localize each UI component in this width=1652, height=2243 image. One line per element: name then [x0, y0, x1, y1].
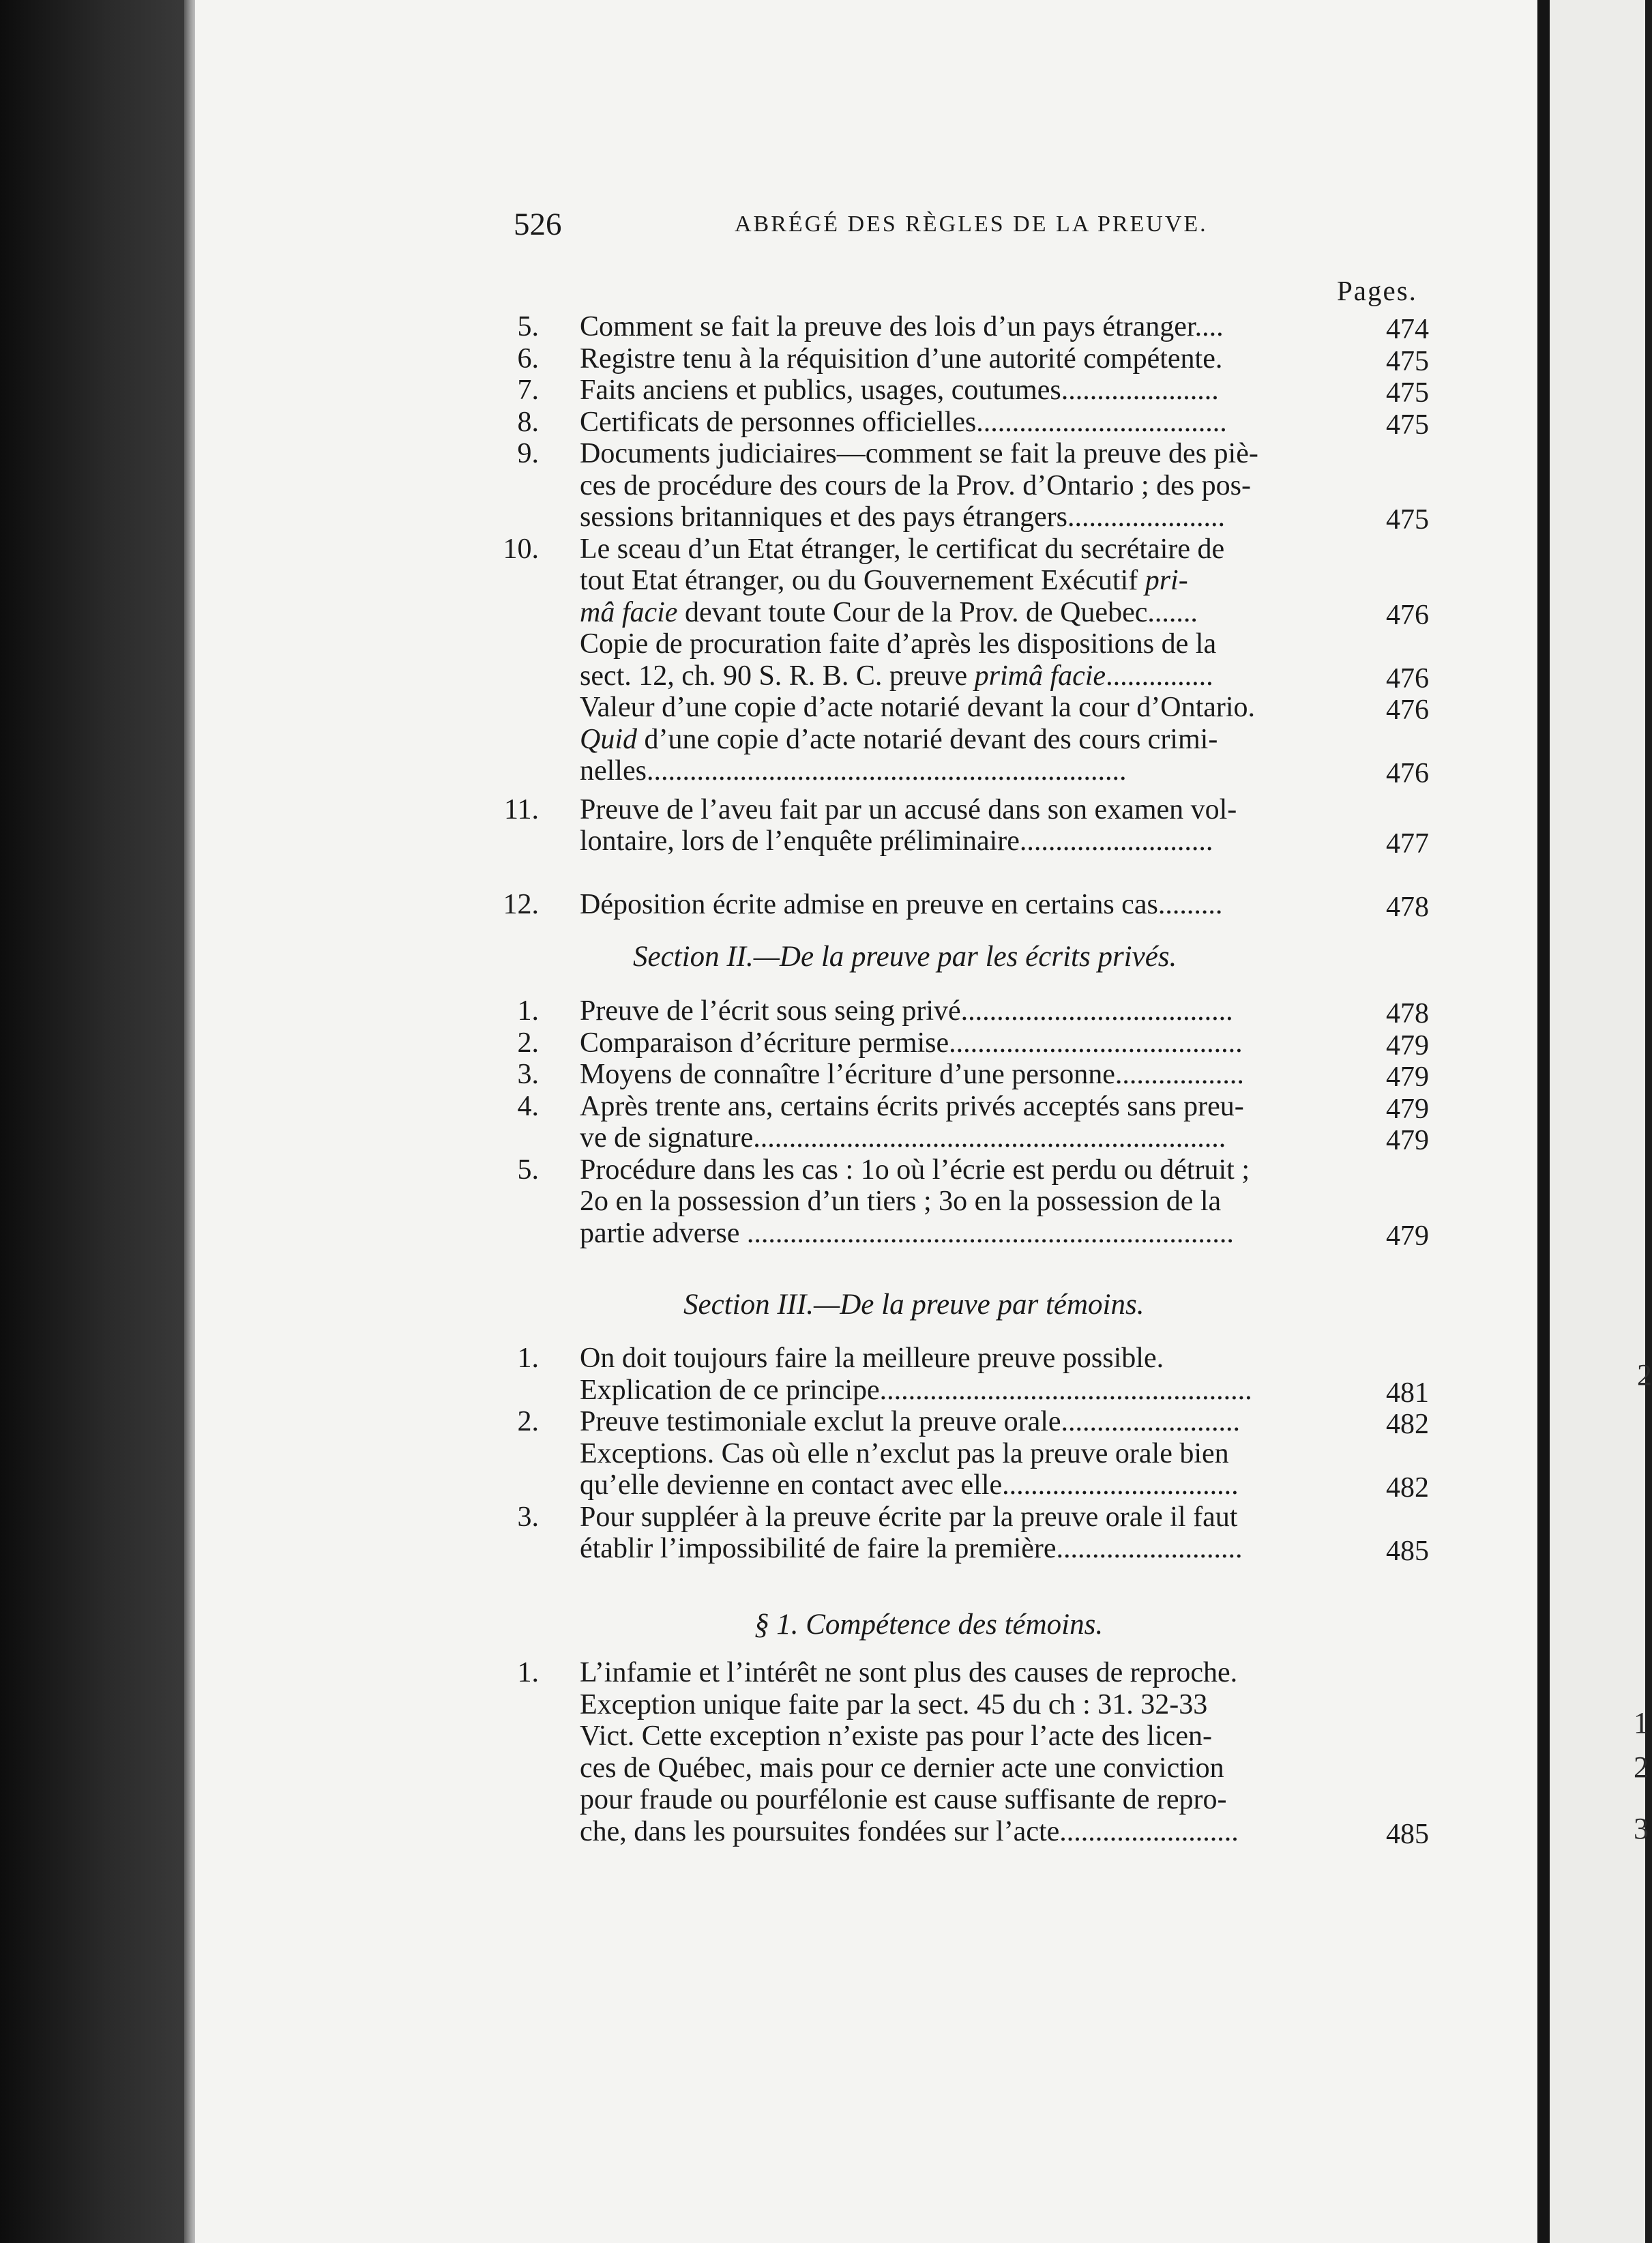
entry-page-number: 481 [1386, 1377, 1429, 1409]
entry-text-line: Procédure dans les cas : 1o où l’écrie est perdu ou détruit ; [580, 1154, 1250, 1186]
entry-text-line: tout Etat étranger, ou du Gouvernement Exécutif pri- [580, 565, 1188, 596]
entry-text-line: Comparaison d’écriture permise......................................... [580, 1027, 1243, 1059]
running-title: ABRÉGÉ DES RÈGLES DE LA PREUVE. [735, 211, 1208, 237]
entry-text-line: Preuve testimoniale exclut la preuve orale......................... [580, 1406, 1241, 1437]
entry-number: 8. [517, 406, 539, 438]
entry-page-number: 475 [1386, 409, 1429, 441]
page-number: 526 [514, 207, 562, 242]
entry-text-line: Certificats de personnes officielles................................... [580, 406, 1227, 438]
running-head [514, 206, 1523, 247]
book-spine-shadow [0, 0, 194, 2243]
entry-number: 7. [517, 375, 539, 406]
pages-column-label: Pages. [1337, 275, 1417, 306]
entry-text-line: Documents judiciaires—comment se fait la preuve des piè- [580, 438, 1258, 469]
entry-text-line: Le sceau d’un Etat étranger, le certificat du secrétaire de [580, 533, 1225, 565]
entry-text-line: mâ facie devant toute Cour de la Prov. de Quebec....... [580, 596, 1198, 628]
entry-text-line: ve de signature.................................................................. [580, 1122, 1226, 1154]
section-heading: Section II.—De la preuve par les écrits privés. [633, 941, 1177, 973]
entry-text-line: sessions britanniques et des pays étrangers...................... [580, 501, 1226, 533]
entry-number: 10. [503, 533, 539, 565]
next-page-edge [1550, 0, 1645, 2243]
entry-page-number: 475 [1386, 504, 1429, 536]
entry-number: 3. [517, 1059, 539, 1090]
entry-text-line: On doit toujours faire la meilleure preuve possible. [580, 1343, 1164, 1374]
entry-number: 1. [517, 1343, 539, 1374]
entry-text-line: Pour suppléer à la preuve écrite par la preuve orale il faut [580, 1501, 1238, 1533]
entry-page-number: 478 [1386, 998, 1429, 1029]
entry-text-line: Preuve de l’écrit sous seing privé...................................... [580, 995, 1233, 1027]
entry-text-line: qu’elle devienne en contact avec elle................................. [580, 1469, 1239, 1501]
entry-page-number: 485 [1386, 1818, 1429, 1850]
entry-page-number: 482 [1386, 1409, 1429, 1440]
entry-text-line: ces de Québec, mais pour ce dernier acte une conviction [580, 1752, 1224, 1784]
entry-number: 3. [517, 1501, 539, 1533]
entry-page-number: 479 [1386, 1093, 1429, 1125]
entry-text-line: Déposition écrite admise en preuve en certains cas......... [580, 889, 1223, 920]
entry-page-number: 482 [1386, 1472, 1429, 1504]
entry-page-number: 476 [1386, 694, 1429, 726]
next-page-glyph: 2 [1634, 1750, 1649, 1784]
entry-text-line: 2o en la possession d’un tiers ; 3o en la possession de la [580, 1186, 1222, 1217]
entry-number: 11. [504, 793, 539, 825]
entry-text-line: Valeur d’une copie d’acte notarié devant la cour d’Ontario. [580, 692, 1256, 723]
entry-page-number: 476 [1386, 662, 1429, 694]
entry-page-number: 475 [1386, 345, 1429, 377]
entry-text-line: Comment se fait la preuve des lois d’un pays étranger.... [580, 311, 1224, 342]
entry-text-line: ces de procédure des cours de la Prov. d’Ontario ; des pos- [580, 469, 1251, 501]
entry-text-line: sect. 12, ch. 90 S. R. B. C. preuve primâ facie............... [580, 660, 1213, 692]
entry-page-number: 485 [1386, 1536, 1429, 1567]
entry-text-line: pour fraude ou pourfélonie est cause suffisante de repro- [580, 1784, 1227, 1815]
entry-number: 1. [517, 995, 539, 1027]
entry-text-line: Après trente ans, certains écrits privés acceptés sans preu- [580, 1090, 1244, 1122]
next-page-glyph: 3 [1634, 1812, 1649, 1845]
entry-text-line: Moyens de connaître l’écriture d’une personne.................. [580, 1059, 1244, 1090]
entry-text-line: L’infamie et l’intérêt ne sont plus des causes de reproche. [580, 1657, 1238, 1688]
entry-page-number: 475 [1386, 377, 1429, 409]
entry-number: 4. [517, 1090, 539, 1122]
entry-text-line: Vict. Cette exception n’existe pas pour l’acte des licen- [580, 1720, 1212, 1752]
entry-number: 2. [517, 1027, 539, 1059]
entry-page-number: 476 [1386, 599, 1429, 631]
entry-page-number: 479 [1386, 1125, 1429, 1156]
next-page-glyph: 2 [1637, 1358, 1652, 1392]
entry-number: 2. [517, 1406, 539, 1437]
entry-number: 5. [517, 1154, 539, 1186]
entry-number: 9. [517, 438, 539, 469]
section-heading: Section III.—De la preuve par témoins. [683, 1289, 1145, 1321]
entry-text-line: che, dans les poursuites fondées sur l’acte......................... [580, 1815, 1239, 1847]
entry-page-number: 477 [1386, 828, 1429, 860]
entry-page-number: 476 [1386, 758, 1429, 789]
entry-number: 6. [517, 342, 539, 375]
entry-number: 5. [517, 311, 539, 342]
entry-text-line: Quid d’une copie d’acte notarié devant des cours crimi- [580, 723, 1218, 755]
entry-page-number: 479 [1386, 1061, 1429, 1093]
entry-text-line: Explication de ce principe.................................................... [580, 1374, 1252, 1406]
entry-text-line: Registre tenu à la réquisition d’une autorité compétente. [580, 342, 1223, 375]
entry-text-line: Preuve de l’aveu fait par un accusé dans son examen vol- [580, 793, 1237, 825]
gutter [1537, 0, 1550, 2243]
entry-text-line: Exception unique faite par la sect. 45 du ch : 31. 32-33 [580, 1688, 1208, 1720]
entry-text-line: Exceptions. Cas où elle n’exclut pas la preuve orale bien [580, 1437, 1229, 1469]
entry-text-line: lontaire, lors de l’enquête préliminaire........................... [580, 825, 1213, 857]
entry-page-number: 479 [1386, 1220, 1429, 1252]
entry-text-line: Faits anciens et publics, usages, coutumes...................... [580, 375, 1219, 406]
next-page-glyph: 1 [1634, 1706, 1649, 1740]
entry-text-line: nelles................................................................... [580, 755, 1127, 787]
entry-page-number: 474 [1386, 314, 1429, 345]
entry-text-line: Copie de procuration faite d’après les dispositions de la [580, 628, 1217, 660]
entry-page-number: 479 [1386, 1029, 1429, 1061]
entry-text-line: établir l’impossibilité de faire la première.......................... [580, 1533, 1243, 1564]
paragraph-heading: § 1. Compétence des témoins. [754, 1609, 1104, 1641]
entry-page-number: 478 [1386, 892, 1429, 923]
entry-text-line: partie adverse .................................................................... [580, 1217, 1234, 1249]
entry-number: 1. [517, 1657, 539, 1688]
entry-number: 12. [503, 889, 539, 920]
